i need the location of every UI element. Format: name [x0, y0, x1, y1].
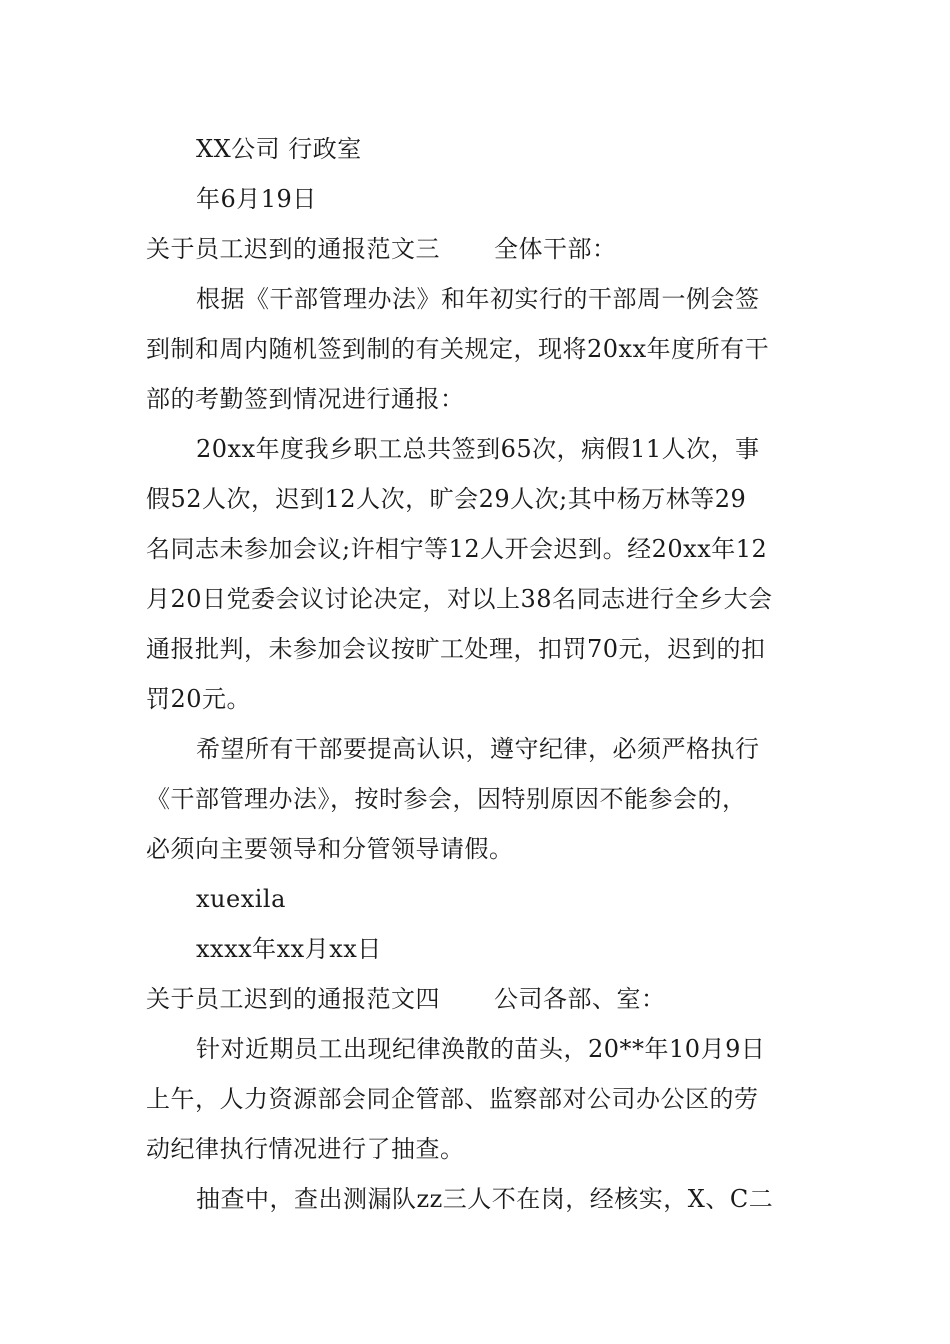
document-body	[146, 124, 810, 1224]
salutation: 公司各部、室：	[494, 985, 666, 1013]
paragraph-line: 针对近期员工出现纪律涣散的苗头，20**年10月9日	[196, 1035, 766, 1063]
paragraph-line: 假52人次，迟到12人次，旷会29人次;其中杨万林等29	[146, 485, 747, 513]
date-line: 年6月19日	[196, 185, 317, 213]
sender-line: XX公司 行政室	[196, 135, 362, 163]
paragraph-line: 名同志未参加会议;许相宁等12人开会迟到。经20xx年12	[146, 535, 768, 563]
paragraph-line: 上午，人力资源部会同企管部、监察部对公司办公区的劳	[146, 1085, 759, 1113]
paragraph-line: 《干部管理办法》，按时参会，因特别原因不能参会的，	[146, 785, 747, 813]
section-heading-line	[146, 224, 810, 274]
paragraph-line: 希望所有干部要提高认识，遵守纪律，必须严格执行	[196, 735, 760, 763]
section-title: 关于员工迟到的通报范文四	[146, 985, 440, 1013]
paragraph-line: 必须向主要领导和分管领导请假。	[146, 835, 514, 863]
paragraph-line: 月20日党委会议讨论决定，对以上38名同志进行全乡大会	[146, 585, 773, 613]
signature-line: xuexila	[196, 885, 286, 913]
paragraph-line: 抽查中，查出测漏队zz三人不在岗，经核实，X、C二	[196, 1185, 774, 1213]
section-title: 关于员工迟到的通报范文三	[146, 235, 440, 263]
salutation: 全体干部：	[494, 235, 617, 263]
paragraph-line: 到制和周内随机签到制的有关规定，现将20xx年度所有干	[146, 335, 770, 363]
section-heading-line	[146, 974, 810, 1024]
paragraph-line: 部的考勤签到情况进行通报：	[146, 385, 465, 413]
paragraph-line: 20xx年度我乡职工总共签到65次，病假11人次，事	[196, 435, 760, 463]
paragraph-line: 罚20元。	[146, 685, 252, 713]
date-line: xxxx年xx月xx日	[196, 935, 382, 963]
paragraph-line: 动纪律执行情况进行了抽查。	[146, 1135, 465, 1163]
paragraph-line: 通报批判，未参加会议按旷工处理，扣罚70元，迟到的扣	[146, 635, 766, 663]
paragraph-line: 根据《干部管理办法》和年初实行的干部周一例会签	[196, 285, 760, 313]
